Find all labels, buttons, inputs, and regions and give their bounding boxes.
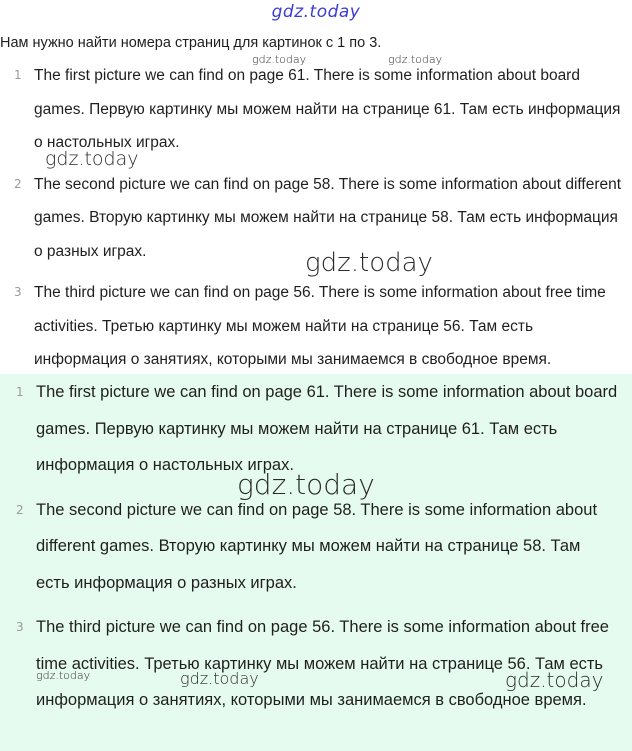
answer-number: 1 [16, 385, 24, 399]
answer-text: The second picture we can find on page 58. There is some information about different games. Вторую картинку мы можем найти на странице 58. Там есть информация о разных играх. [36, 500, 598, 592]
answers-list-plain [0, 59, 632, 385]
answer-text: The third picture we can find on page 56. There is some information about free time activities. Третью картинку мы можем найти на странице 56. Там есть информация о занятиях, которыми мы занимаемся в свободное время. [36, 618, 609, 709]
answer-item [0, 492, 632, 602]
answer-item [0, 59, 632, 160]
watermark: gdz.today [505, 668, 604, 692]
answer-text: The first picture we can find on page 61. There is some information about board games. Первую картинку мы можем найти на странице 61. Там есть информация о настольных играх. [36, 383, 618, 474]
site-logo[interactable]: gdz.today [271, 2, 361, 22]
watermark: gdz.today [180, 669, 259, 688]
watermark: gdz.today [252, 53, 307, 66]
watermark: gdz.today [305, 248, 433, 278]
answer-number: 1 [14, 68, 22, 82]
answer-text: The first picture we can find on page 61. There is some information about board games. Первую картинку мы можем найти на странице 61. Там есть информация о настольных играх. [34, 67, 621, 151]
answer-text: The second picture we can find on page 58. There is some information about different games. Вторую картинку мы можем найти на странице 58. Там есть информация о разных играх. [34, 175, 622, 260]
watermark: gdz.today [45, 148, 139, 170]
answers-list-highlighted [0, 374, 632, 719]
watermark: gdz.today [36, 669, 91, 682]
intro-text: Нам нужно найти номера страниц для картинок с 1 по 3. [0, 35, 382, 51]
answer-number: 3 [16, 620, 24, 634]
answer-item [0, 276, 632, 377]
watermark: gdz.today [388, 53, 443, 66]
answer-number: 2 [14, 176, 22, 191]
answer-number: 2 [16, 502, 24, 517]
answer-number: 3 [14, 285, 22, 299]
answer-text: The third picture we can find on page 56. There is some information about free time activities. Третью картинку мы можем найти на странице 56. Там есть информация о занятиях, которыми мы занимаемся в свободное время. [34, 284, 606, 368]
answer-item [0, 609, 632, 719]
watermark: gdz.today [237, 468, 375, 501]
